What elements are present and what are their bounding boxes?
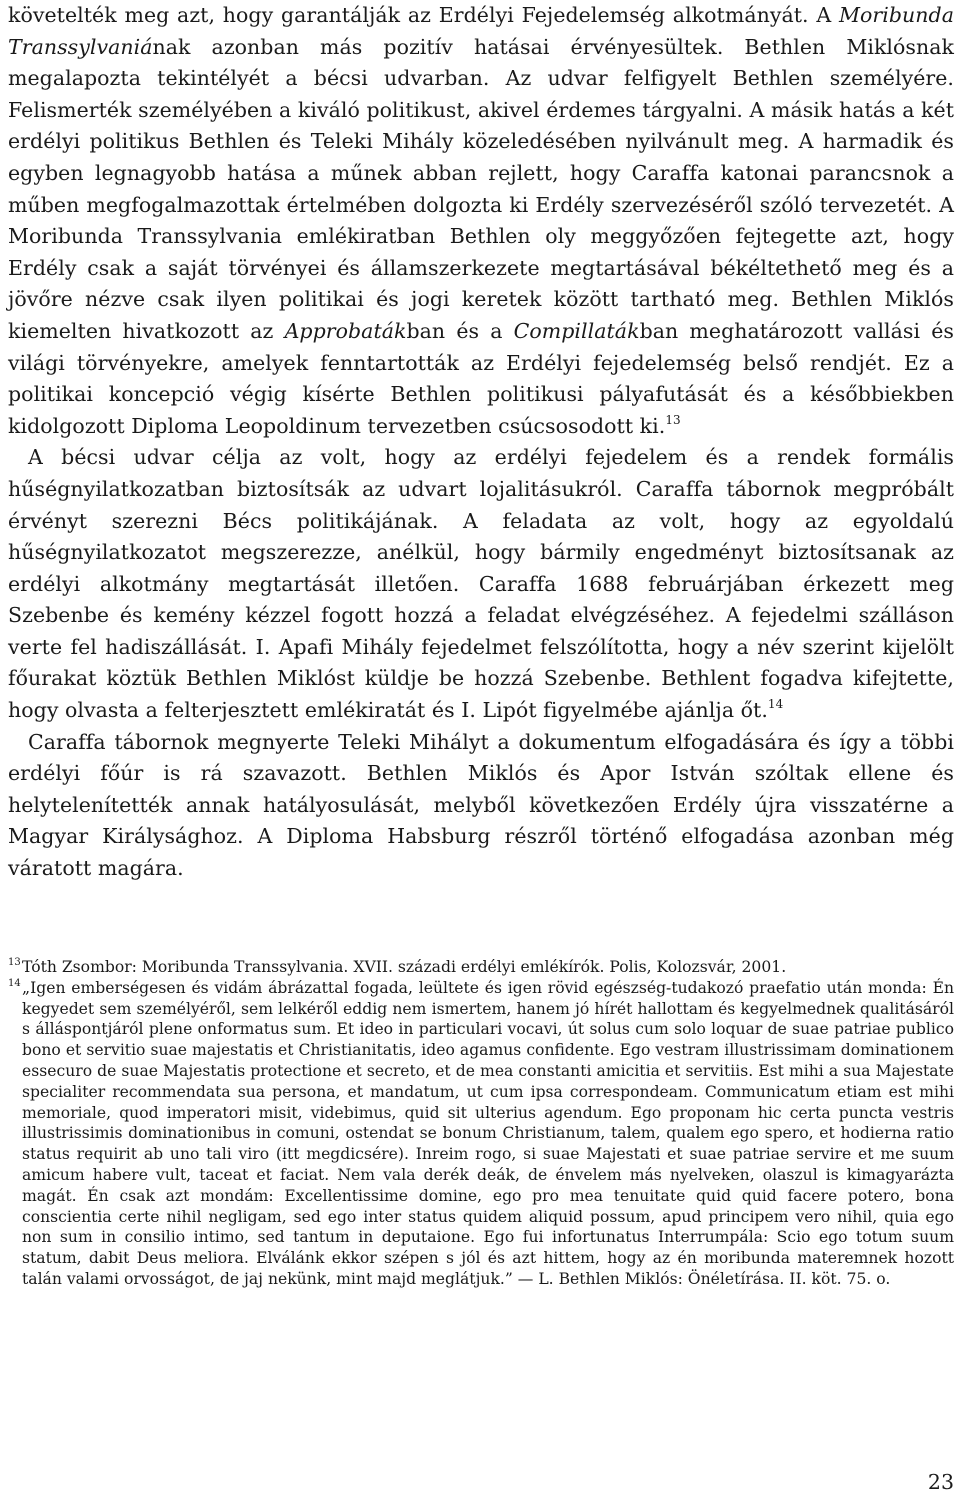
italic-title: Moribunda Transsylvaniá bbox=[8, 3, 954, 59]
italic-title: Compillaták bbox=[513, 318, 640, 343]
footnote bbox=[8, 978, 954, 1290]
footnotes bbox=[8, 957, 954, 1290]
text-run: ban meghatározott vallási és világi törvényekre, amelyek fenntartották az Erdélyi fejedelemség belső rendjét. Ez a politikai koncepció végig kísérte Bethlen politikusi pályafutását és a későbbiekben kidolgozott Diploma Leopoldinum tervezetben csúcsosodott ki. bbox=[8, 318, 954, 438]
footnote-number: 14 bbox=[8, 977, 21, 989]
text-run: Caraffa tábornok megnyerte Teleki Mihályt a dokumentum elfogadására és így a többi erdélyi főúr is rá szavazott. Bethlen Miklós és Apor István szóltak ellene és helytelenítették annak hatályosulását, melyből következően Erdély újra visszatérne a Magyar Királysághoz. A Diploma Habsburg részről történő elfogadása azonban még váratott magára. bbox=[8, 729, 954, 881]
paragraph bbox=[8, 442, 954, 726]
text-run: nak azonban más pozitív hatásai érvényesültek. Bethlen Miklósnak megalapozta tekintélyét a bécsi udvarban. Az udvar felfigyelt Bethlen személyére. Felismerték személyében a kiváló politikust, akivel érdemes tárgyalni. A másik hatás a két erdélyi politikus Bethlen és Teleki Mihály közeledésében nyilvánult meg. A harmadik és egyben legnagyobb hatása a műnek abban rejlett, hogy Caraffa katonai parancsnok a műben megfogalmazottak értelmében dolgozta ki Erdély szervezéséről szóló tervezetét. A Moribunda Transsylvania emlékiratban Bethlen oly meggyőzően fejtegette azt, hogy Erdély csak a saját törvényei és államszerkezete megtartásával békéltethető meg és a jövőre nézve csak ilyen politikai és jogi keretek között tartható meg. Bethlen Miklós kiemelten hivatkozott az bbox=[8, 34, 954, 343]
text-run: ban és a bbox=[406, 318, 514, 343]
italic-title: Approbaták bbox=[284, 318, 407, 343]
footnote-text: Tóth Zsombor: Moribunda Transsylvania. XVII. századi erdélyi emlékírók. Polis, Kolozsvár, 2001. bbox=[22, 958, 787, 976]
text-run: A bécsi udvar célja az volt, hogy az erdélyi fejedelem és a rendek formális hűségnyilatkozatban biztosítsák az udvart lojalitásukról. Caraffa tábornok megpróbált érvényt szerezni Bécs politikájának. A feladata az volt, hogy az egyoldalú hűségnyilatkozatot megszerezze, anélkül, hogy bármily engedményt biztosítsanak az erdélyi alkotmány megtartását illetően. Caraffa 1688 februárjában érkezett meg Szebenbe és kemény kézzel fogott hozzá a feladat elvégzéséhez. A fejedelmi szálláson verte fel hadiszállását. I. Apafi Mihály fejedelmet felszólította, hogy a név szerint kijelölt főurakat köztük Bethlen Miklóst küldje be hozzá Szebenbe. Bethlent fogadva kifejtette, hogy olvasta a felterjesztett emlékiratát és I. Lipót figyelmébe ajánlja őt. bbox=[8, 445, 954, 723]
footnote-ref: 13 bbox=[665, 412, 681, 427]
footnote-text: „Igen emberségesen és vidám ábrázattal fogada, leültete és igen rövid egészség-tudakozó praefatio után monda: Én kegyedet sem személyéről, sem lelkéről eddig nem ismertem, hanem jó hírét hallottam és kegyelmednek qualitásáról s álláspontjáról plene onformatus sum. Et ideo in particulari vocavi, út solus cum solo loquar de suae patriae publico bono et servitio suae majestatis et Christianitatis, ideo agamus confidente. Ego vestram illustrissimam dominationem essecuro de suae Majestatis protectione et secreto, et de mea constanti amicitia et servitiis. Est mihi a sua Majestate specialiter recommendata sua persona, et mandatum, ut cum ipsa correspondeam. Communicatum etiam est mihi memoriale, quod imperatori misit, videbimus, quid sit ulterius agendum. Ego proponam hic certa puncta vestris illustrissimis dominationibus in comuni, ostendat se bonum Christianum, talem, qualem ego spero, et hodierna ratio status requirit ab uno tali viro (itt megdicsére). Inreim rogo, si suae Majestati et suae patriae servire et me suum amicum habere vult, taceat et faciat. Nem vala derék deák, de énvelem más nyelveken, olaszul is kimagyarázta magát. Én csak azt mondám: Excellentissime domine, ego pro mea tenuitate quid quid facere potero, bona conscientia certe nihil negligam, sed ego inter status quidem aliquid possum, apud principem vero nihil, quia ego non sum in consilio intimo, sed tantum in deputaione. Ego fui infortunatus Interrumpála: Scio ego totum suum statum, dabit Deus meliora. Elválánk ekkor szépen s jól és azt hittem, hogy az én moribunda materemnek hozott talán valami orvosságot, de jaj nekünk, mint majd meglátjuk.” — L. Bethlen Miklós: Önéletírása. II. köt. 75. o. bbox=[22, 978, 954, 1288]
footnote-ref: 14 bbox=[767, 697, 784, 712]
footnote bbox=[8, 957, 954, 978]
main-text bbox=[8, 0, 954, 885]
page bbox=[8, 0, 954, 885]
page-number: 23 bbox=[927, 1470, 954, 1494]
text-run: követelték meg azt, hogy garantálják az Erdélyi Fejedelemség alkotmányát. A bbox=[8, 3, 839, 27]
paragraph bbox=[8, 727, 954, 885]
footnote-number: 13 bbox=[8, 957, 21, 968]
paragraph bbox=[8, 0, 954, 442]
